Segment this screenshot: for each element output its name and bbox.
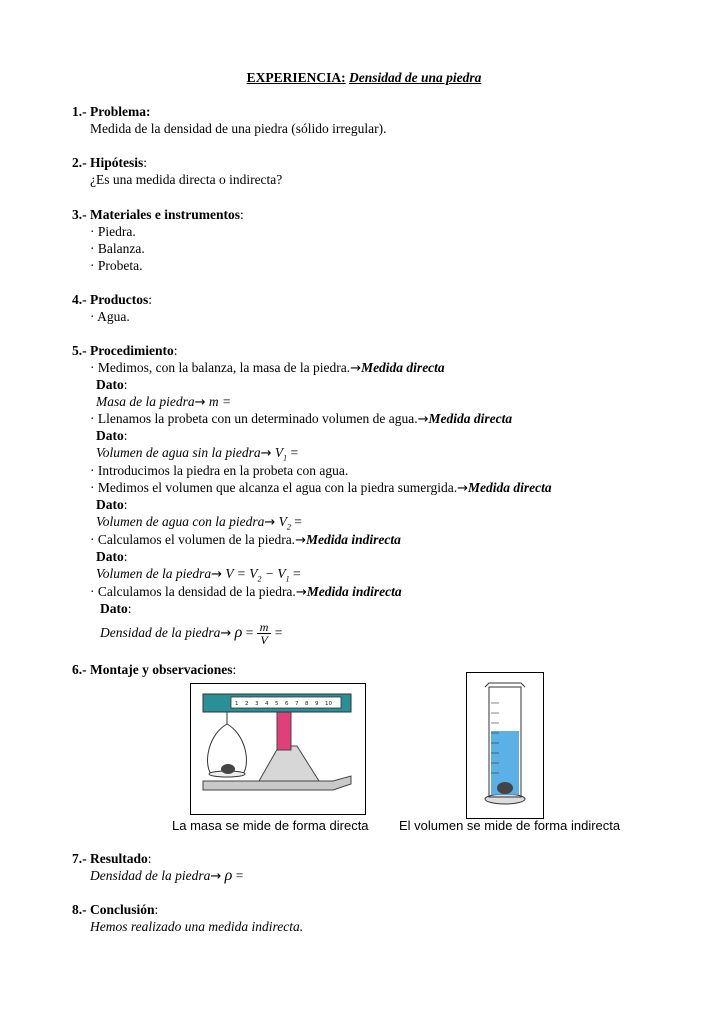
dato-label: Dato: [96,377,128,392]
section-8-heading: 8.- Conclusión: [72,902,159,917]
arrow-right-icon: → [457,481,469,496]
section-7-heading: 7.- Resultado: [72,851,152,866]
procedure-step-2: · Llenamos la probeta con un determinado volumen de agua.→Medida directa [90,411,513,427]
section-2-heading: 2.- Hipótesis: [72,155,148,170]
caption-balance: La masa se mide de forma directa [172,818,369,833]
arrow-right-icon: → [220,626,232,641]
data-volume-1: Volumen de agua sin la piedra→ $V_1$ = [96,445,299,463]
list-item: · Piedra. [90,224,136,239]
arrow-right-icon: → [264,515,276,530]
result-text: Densidad de la piedra→ ρ = [90,867,244,884]
arrow-right-icon: → [210,869,222,884]
svg-text:8: 8 [305,701,309,707]
svg-text:1: 1 [235,701,239,707]
balance-drawing [191,684,365,814]
section-1-heading: 1.- Problema: [72,104,151,119]
dato-label: Dato: [96,549,128,564]
list-item: · Balanza. [90,241,145,256]
section-5-heading: 5.- Procedimiento: [72,343,178,358]
arrow-right-icon: → [417,412,429,427]
conclusion-text: Hemos realizado una medida indirecta. [90,919,304,934]
procedure-step-3: · Introducimos la piedra en la probeta con agua. [90,463,349,478]
dato-label: Dato: [96,497,128,512]
list-item: · Probeta. [90,258,143,273]
svg-text:10: 10 [325,701,332,707]
svg-text:7: 7 [295,701,299,707]
arrow-right-icon: → [295,585,307,600]
arrow-right-icon: → [260,446,272,461]
procedure-step-1: · Medimos, con la balanza, la masa de la piedra.→Medida directa [90,360,445,376]
arrow-right-icon: → [194,395,206,410]
svg-text:3: 3 [255,701,259,707]
dato-label: Dato: [100,601,132,616]
dato-label: Dato: [96,428,128,443]
section-2-text: ¿Es una medida directa o indirecta? [90,172,283,187]
cylinder-figure [466,672,544,819]
svg-text:2: 2 [245,701,249,707]
procedure-step-4: · Medimos el volumen que alcanza el agua con la piedra sumergida.→Medida directa [90,480,552,496]
svg-text:6: 6 [285,701,289,707]
section-3-heading: 3.- Materiales e instrumentos: [72,207,244,222]
caption-cylinder: El volumen se mide de forma indirecta [399,818,621,833]
balance-figure [190,683,366,815]
data-stone-volume: Volumen de la piedra→ $V = V_2 - V_1$ = [96,566,301,584]
section-6-heading: 6.- Montaje y observaciones: [72,662,237,677]
arrow-right-icon: → [350,361,362,376]
svg-text:5: 5 [275,701,279,707]
procedure-step-5: · Calculamos el volumen de la piedra.→Medida indirecta [90,532,401,548]
data-density: Densidad de la piedra→ ρ = $\frac{m}{V}$ = [100,620,283,648]
list-item: · Agua. [90,309,130,324]
section-4-heading: 4.- Productos: [72,292,153,307]
data-mass: Masa de la piedra→ m = [96,394,232,410]
title-subject: Densidad de una piedra [349,70,482,85]
section-1-text: Medida de la densidad de una piedra (sólido irregular). [90,121,387,136]
procedure-step-6: · Calculamos la densidad de la piedra.→Medida indirecta [90,584,402,600]
title-prefix: EXPERIENCIA: [246,70,346,85]
svg-text:9: 9 [315,701,319,707]
arrow-right-icon: → [211,567,223,582]
svg-text:4: 4 [265,701,269,707]
arrow-right-icon: → [295,533,306,548]
page-title [0,70,728,86]
data-volume-2: Volumen de agua con la piedra→ $V_2$ = [96,514,302,532]
graduated-cylinder-drawing [467,673,543,818]
density-fraction: $\frac{m}{V}$ [257,621,272,646]
